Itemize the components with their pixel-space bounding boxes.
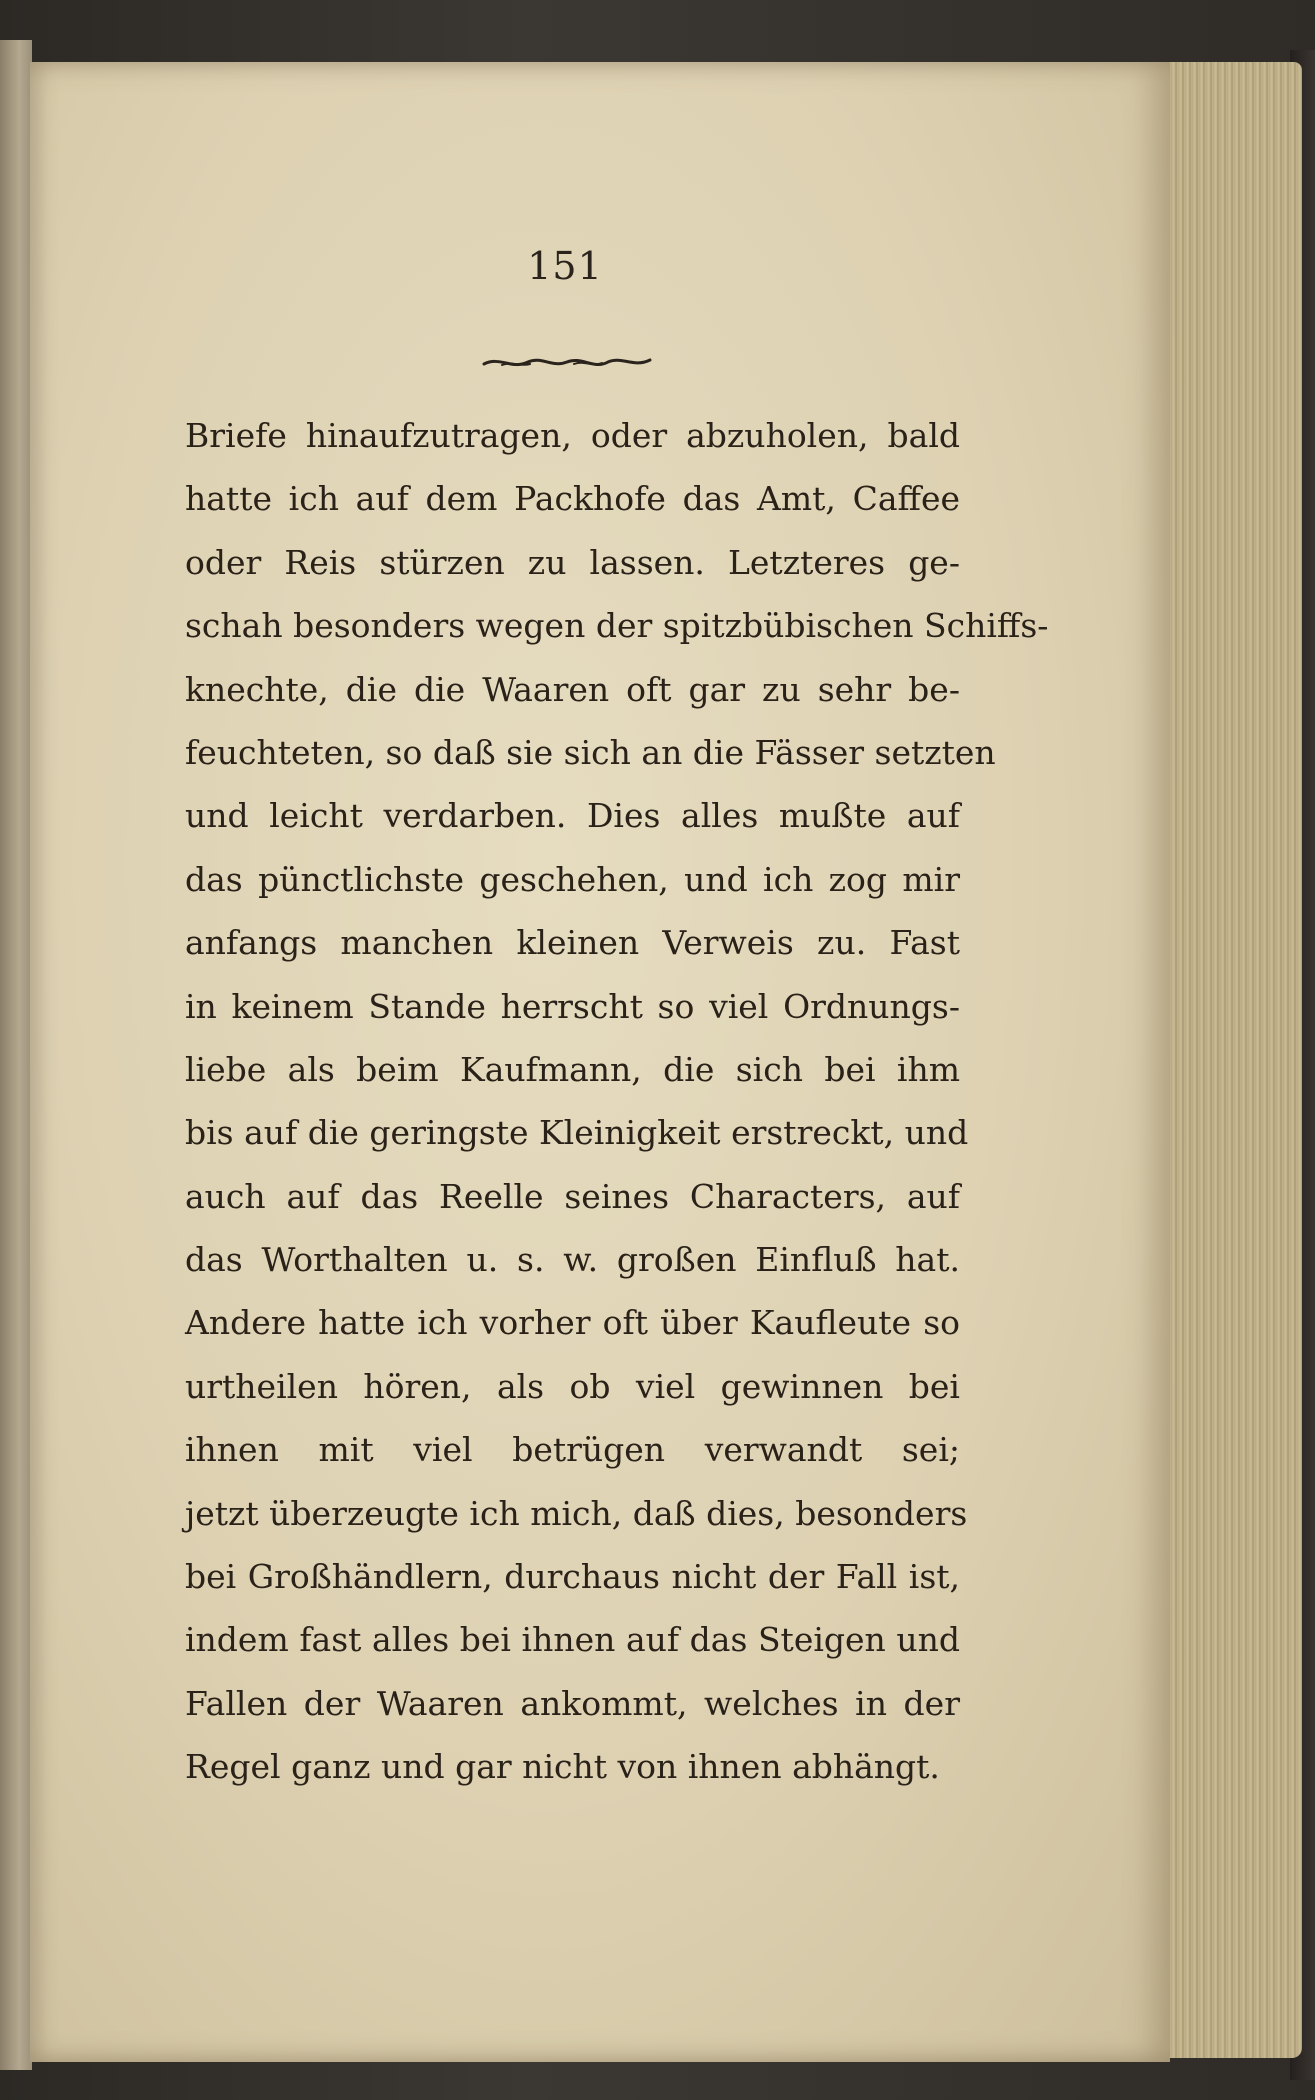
- text-line: Andere hatte ich vorher oft über Kaufleute so: [185, 1303, 960, 1343]
- facing-page-edge: [0, 40, 32, 2070]
- text-line: knechte, die die Waaren oft gar zu sehr be-: [185, 669, 960, 709]
- text-line: jetzt überzeugte ich mich, daß dies, besonders: [185, 1493, 968, 1533]
- ornament-divider: [482, 352, 652, 374]
- text-line: Briefe hinaufzutragen, oder abzuholen, bald: [185, 416, 960, 455]
- text-line: oder Reis stürzen zu lassen. Letzteres ge-: [185, 542, 960, 582]
- text-line: bei Großhändlern, durchaus nicht der Fall ist,: [185, 1557, 960, 1597]
- text-line: liebe als beim Kaufmann, die sich bei ihm: [185, 1049, 960, 1089]
- text-line: urtheilen hören, als ob viel gewinnen bei: [185, 1366, 960, 1406]
- text-line: feuchteten, so daß sie sich an die Fässer setzten: [185, 732, 996, 772]
- text-line: anfangs manchen kleinen Verweis zu. Fast: [185, 923, 960, 963]
- page-block-edges: [1150, 62, 1302, 2058]
- text-line: Fallen der Waaren ankommt, welches in der: [185, 1683, 960, 1723]
- text-line: Regel ganz und gar nicht von ihnen abhängt.: [185, 1747, 940, 1787]
- text-line: schah besonders wegen der spitzbübischen Schiffs-: [185, 606, 1049, 646]
- text-line: auch auf das Reelle seines Characters, auf: [185, 1176, 960, 1216]
- book-page: [30, 62, 1170, 2062]
- text-line: das Worthalten u. s. w. großen Einfluß hat.: [185, 1240, 960, 1280]
- text-line: und leicht verdarben. Dies alles mußte auf: [185, 796, 960, 836]
- text-line: bis auf die geringste Kleinigkeit erstreckt, und: [185, 1113, 969, 1153]
- text-line: in keinem Stande herrscht so viel Ordnungs-: [185, 986, 960, 1026]
- page-number: 151: [527, 244, 603, 288]
- text-line: indem fast alles bei ihnen auf das Steigen und: [185, 1620, 960, 1660]
- text-line: das pünctlichste geschehen, und ich zog mir: [185, 859, 960, 899]
- body-text: [185, 404, 1049, 1799]
- text-line: ihnen mit viel betrügen verwandt sei;: [185, 1430, 960, 1470]
- text-line: hatte ich auf dem Packhofe das Amt, Caffee: [185, 479, 960, 519]
